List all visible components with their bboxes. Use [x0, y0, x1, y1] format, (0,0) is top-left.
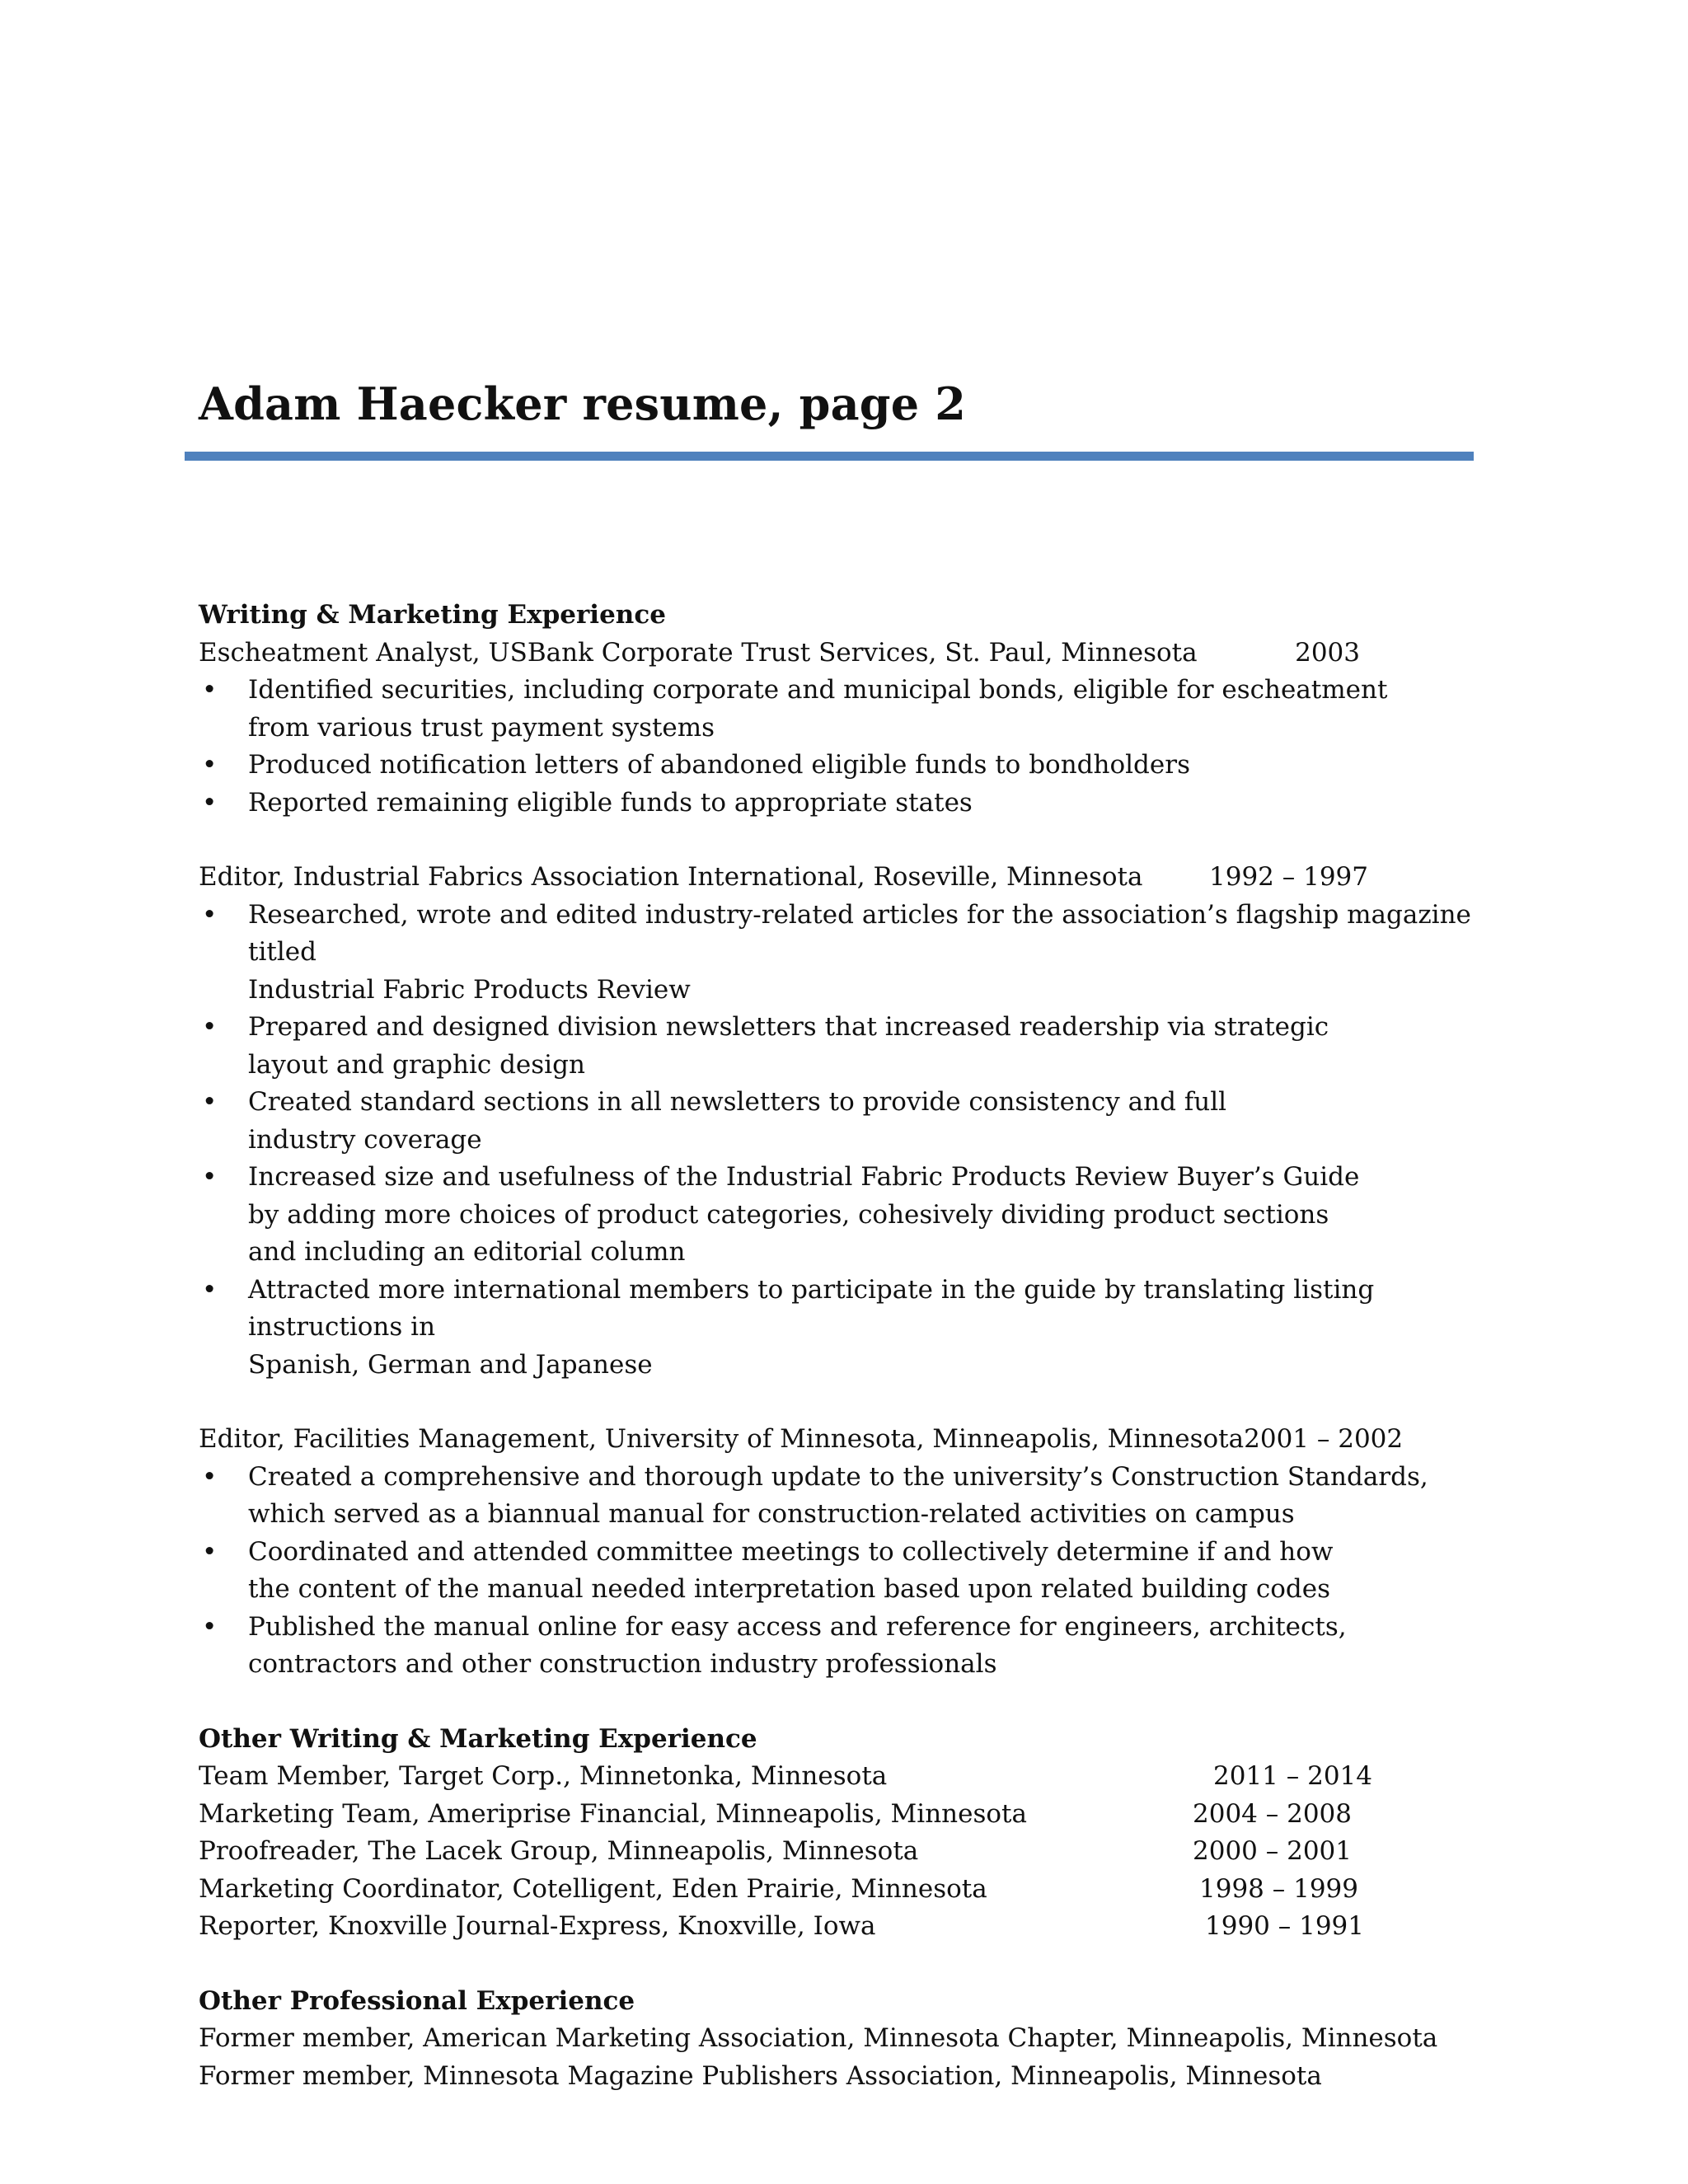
bullet-item — [199, 1084, 1484, 1159]
bullet-item — [199, 1272, 1484, 1385]
section-heading: Other Writing & Marketing Experience — [199, 1723, 757, 1754]
section-heading: Other Professional Experience — [199, 1985, 635, 2016]
other-professional-list — [199, 2020, 1484, 2095]
experience-title: Proofreader, The Lacek Group, Minneapolis, Minnesota — [199, 1836, 919, 1866]
bullet-icon: • — [202, 1162, 218, 1192]
bullet-text-line: Researched, wrote and edited industry-related articles for the association’s flagship magazine titled — [248, 899, 1471, 967]
experience-row — [199, 1908, 1364, 1946]
bullet-text-line: Created a comprehensive and thorough update to the university’s Construction Standards, — [248, 1461, 1428, 1492]
job-bullet-list — [199, 672, 1484, 822]
bullet-icon: • — [202, 787, 218, 818]
experience-title: Team Member, Target Corp., Minnetonka, Minnesota — [199, 1761, 888, 1791]
writing-marketing-section — [199, 597, 1484, 1684]
bullet-icon: • — [202, 899, 218, 930]
bullet-text-line: Prepared and designed division newsletters that increased readership via strategic — [248, 1012, 1329, 1042]
bullet-text-line: Reported remaining eligible funds to appropriate states — [248, 787, 973, 818]
experience-row — [199, 1833, 1352, 1871]
experience-dates: 2000 – 2001 — [1193, 1836, 1352, 1866]
resume-content — [199, 597, 1484, 2132]
bullet-text-line: Attracted more international members to participate in the guide by translating listing instructions in — [248, 1274, 1375, 1342]
bullet-text-line: contractors and other construction industry professionals — [248, 1649, 997, 1679]
bullet-item — [199, 785, 1484, 823]
job-bullet-list — [199, 897, 1484, 1385]
bullet-text-line: Industrial Fabric Products Review — [248, 974, 691, 1005]
job-header-row — [199, 635, 1360, 673]
bullet-text-line: Increased size and usefulness of the Industrial Fabric Products Review Buyer’s Guide — [248, 1162, 1360, 1192]
job-title: Escheatment Analyst, USBank Corporate Trust Services, St. Paul, Minnesota — [199, 637, 1198, 668]
experience-dates: 1990 – 1991 — [1205, 1911, 1364, 1941]
bullet-icon: • — [202, 1087, 218, 1117]
bullet-text-line: Identified securities, including corporate and municipal bonds, eligible for escheatment — [248, 675, 1388, 705]
job-dates: 1992 – 1997 — [1209, 862, 1368, 892]
bullet-text-line: the content of the manual needed interpretation based upon related building codes — [248, 1574, 1331, 1604]
bullet-text-line: industry coverage — [248, 1124, 482, 1155]
job-bullet-list — [199, 1459, 1484, 1684]
job-entry — [199, 635, 1484, 823]
job-header-row — [199, 859, 1368, 897]
bullet-text-line: Produced notification letters of abandoned eligible funds to bondholders — [248, 750, 1190, 780]
experience-title: Marketing Coordinator, Cotelligent, Eden Prairie, Minnesota — [199, 1873, 987, 1904]
bullet-text-line: which served as a biannual manual for construction-related activities on campus — [248, 1499, 1295, 1529]
bullet-text-line: from various trust payment systems — [248, 712, 715, 743]
jobs-list — [199, 635, 1484, 1684]
bullet-text-line: Spanish, German and Japanese — [248, 1349, 653, 1380]
bullet-icon: • — [202, 1536, 218, 1567]
bullet-item — [199, 1009, 1484, 1084]
bullet-text-line: Published the manual online for easy access and reference for engineers, architects, — [248, 1611, 1347, 1642]
bullet-item — [199, 1609, 1484, 1684]
bullet-icon: • — [202, 675, 218, 705]
other-professional-section — [199, 1983, 1484, 2096]
page-title: Adam Haecker resume, page 2 — [199, 377, 967, 430]
bullet-item — [199, 1534, 1484, 1609]
job-entry — [199, 859, 1484, 1384]
experience-dates: 2011 – 2014 — [1213, 1761, 1372, 1791]
bullet-icon: • — [202, 1611, 218, 1642]
bullet-item — [199, 672, 1484, 747]
experience-row — [199, 1758, 1372, 1796]
experience-title: Marketing Team, Ameriprise Financial, Minneapolis, Minnesota — [199, 1798, 1027, 1829]
bullet-item — [199, 747, 1484, 785]
experience-dates: 1998 – 1999 — [1199, 1873, 1358, 1904]
membership-line: Former member, American Marketing Association, Minnesota Chapter, Minneapolis, Minnesota — [199, 2023, 1438, 2053]
bullet-icon: • — [202, 1274, 218, 1305]
bullet-text-line: Created standard sections in all newsletters to provide consistency and full — [248, 1087, 1227, 1117]
bullet-item — [199, 1459, 1484, 1534]
experience-row — [199, 1871, 1358, 1909]
other-writing-section — [199, 1721, 1484, 1946]
job-title: Editor, Industrial Fabrics Association International, Roseville, Minnesota — [199, 862, 1143, 892]
job-dates: 2003 — [1295, 637, 1360, 668]
bullet-icon: • — [202, 1461, 218, 1492]
experience-title: Reporter, Knoxville Journal-Express, Knoxville, Iowa — [199, 1911, 876, 1941]
bullet-icon: • — [202, 750, 218, 780]
section-heading: Writing & Marketing Experience — [199, 600, 666, 630]
bullet-item — [199, 897, 1484, 1010]
job-entry — [199, 1421, 1484, 1684]
bullet-item — [199, 1159, 1484, 1272]
job-dates: 2001 – 2002 — [1244, 1424, 1404, 1454]
bullet-icon: • — [202, 1012, 218, 1042]
bullet-text-line: and including an editorial column — [248, 1237, 686, 1267]
job-header-row — [199, 1421, 1404, 1459]
bullet-text-line: Coordinated and attended committee meetings to collectively determine if and how — [248, 1536, 1334, 1567]
experience-row — [199, 1796, 1352, 1834]
title-underline-blue — [185, 452, 1474, 461]
experience-dates: 2004 – 2008 — [1193, 1798, 1352, 1829]
bullet-text-line: by adding more choices of product categories, cohesively dividing product sections — [248, 1199, 1329, 1230]
bullet-text-line: layout and graphic design — [248, 1049, 585, 1080]
job-title: Editor, Facilities Management, University of Minnesota, Minneapolis, Minnesota — [199, 1424, 1245, 1454]
membership-line: Former member, Minnesota Magazine Publishers Association, Minneapolis, Minnesota — [199, 2060, 1322, 2091]
other-writing-list — [199, 1758, 1484, 1946]
